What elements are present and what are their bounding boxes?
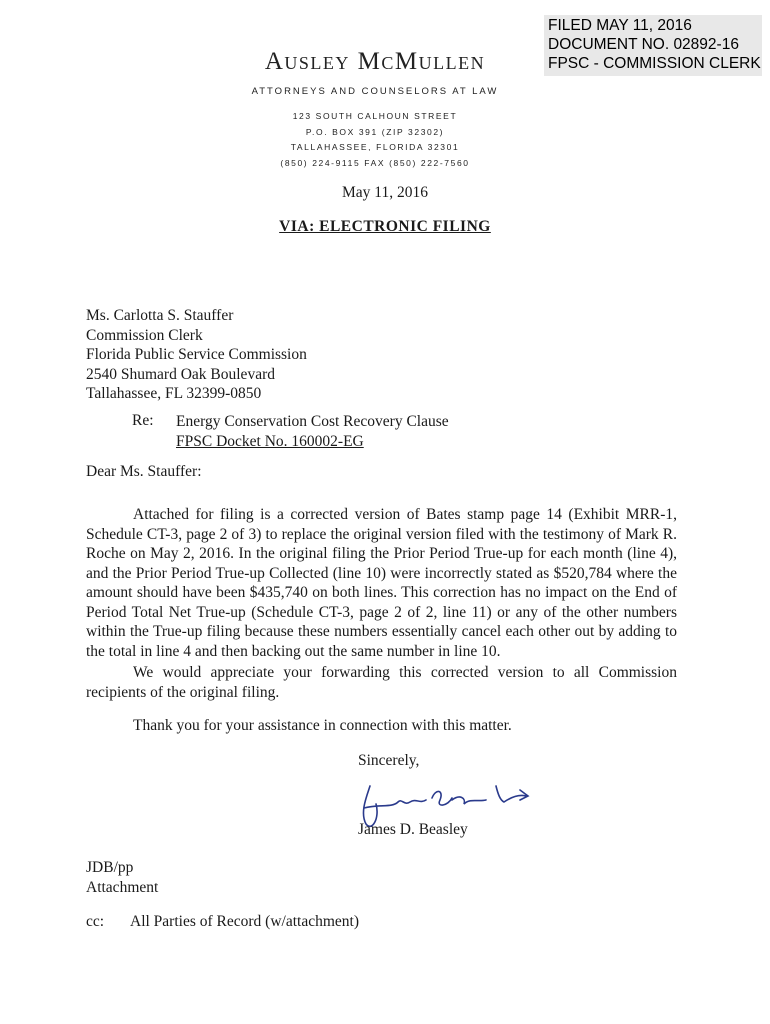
re-label: Re: [132,412,154,429]
firm-subtitle: ATTORNEYS AND COUNSELORS AT LAW [251,86,499,97]
reference-initials [86,858,158,897]
address-line: (850) 224-9115 FAX (850) 222-7560 [280,157,470,168]
salutation: Dear Ms. Stauffer: [86,463,202,480]
stamp-line-filed: FILED MAY 11, 2016 [548,17,692,34]
stamp-line-clerk: FPSC - COMMISSION CLERK [548,55,761,72]
enclosure-notation: Attachment [86,878,159,896]
recipient-address [86,306,307,404]
body-paragraph-3: Thank you for your assistance in connection with this matter. [133,717,512,734]
signer-name: James D. Beasley [358,821,468,838]
cc-label: cc: [86,913,105,930]
recipient-line: Tallahassee, FL 32399-0850 [86,385,262,402]
recipient-line: 2540 Shumard Oak Boulevard [86,365,275,383]
firm-address [225,109,525,171]
re-subject-block [176,412,449,451]
delivery-method: VIA: ELECTRONIC FILING [279,218,491,235]
cc-recipients: All Parties of Record (w/attachment) [130,913,359,930]
letter-date: May 11, 2016 [342,184,428,201]
body-paragraph-2: We would appreciate your forwarding this corrected version to all Commission recipients of the original filing. [86,664,677,701]
address-line: P.O. BOX 391 (ZIP 32302) [305,126,445,137]
recipient-line: Ms. Carlotta S. Stauffer [86,307,234,324]
letterhead [225,48,525,171]
address-line: TALLAHASSEE, FLORIDA 32301 [290,142,460,152]
stamp-line-document: DOCUMENT NO. 02892-16 [548,36,739,53]
re-subject: Energy Conservation Cost Recovery Clause [176,413,449,430]
address-line: 123 SOUTH CALHOUN STREET [292,111,458,121]
filing-stamp [544,15,762,76]
re-docket: FPSC Docket No. 160002-EG [176,432,364,450]
body-paragraph-1: Attached for filing is a corrected version of Bates stamp page 14 (Exhibit MRR-1, Schedule CT-3, page 2 of 3) to replace the original version filed with the testimony of Mark R. Roche on May 2, 2016. In the original filing the Prior Period True-up for each month (line 4), and the Prior Period True-up Collected (line 10) were incorrectly stated as $520,784 where the amount should have been $435,740 on both lines. This correction has no impact on the End of Period Total Net True-up (Schedule CT-3, page 2 of 2, line 11) or any of the other numbers within the True-up filing because these numbers essentially cancel each other out by adding to the total in line 4 and then backing out the same number in line 10. [86,506,677,660]
typist-initials: JDB/pp [86,859,134,876]
closing: Sincerely, [358,752,420,769]
firm-name: Ausley McMullen [264,48,486,75]
recipient-line: Commission Clerk [86,326,203,344]
recipient-line: Florida Public Service Commission [86,346,307,363]
